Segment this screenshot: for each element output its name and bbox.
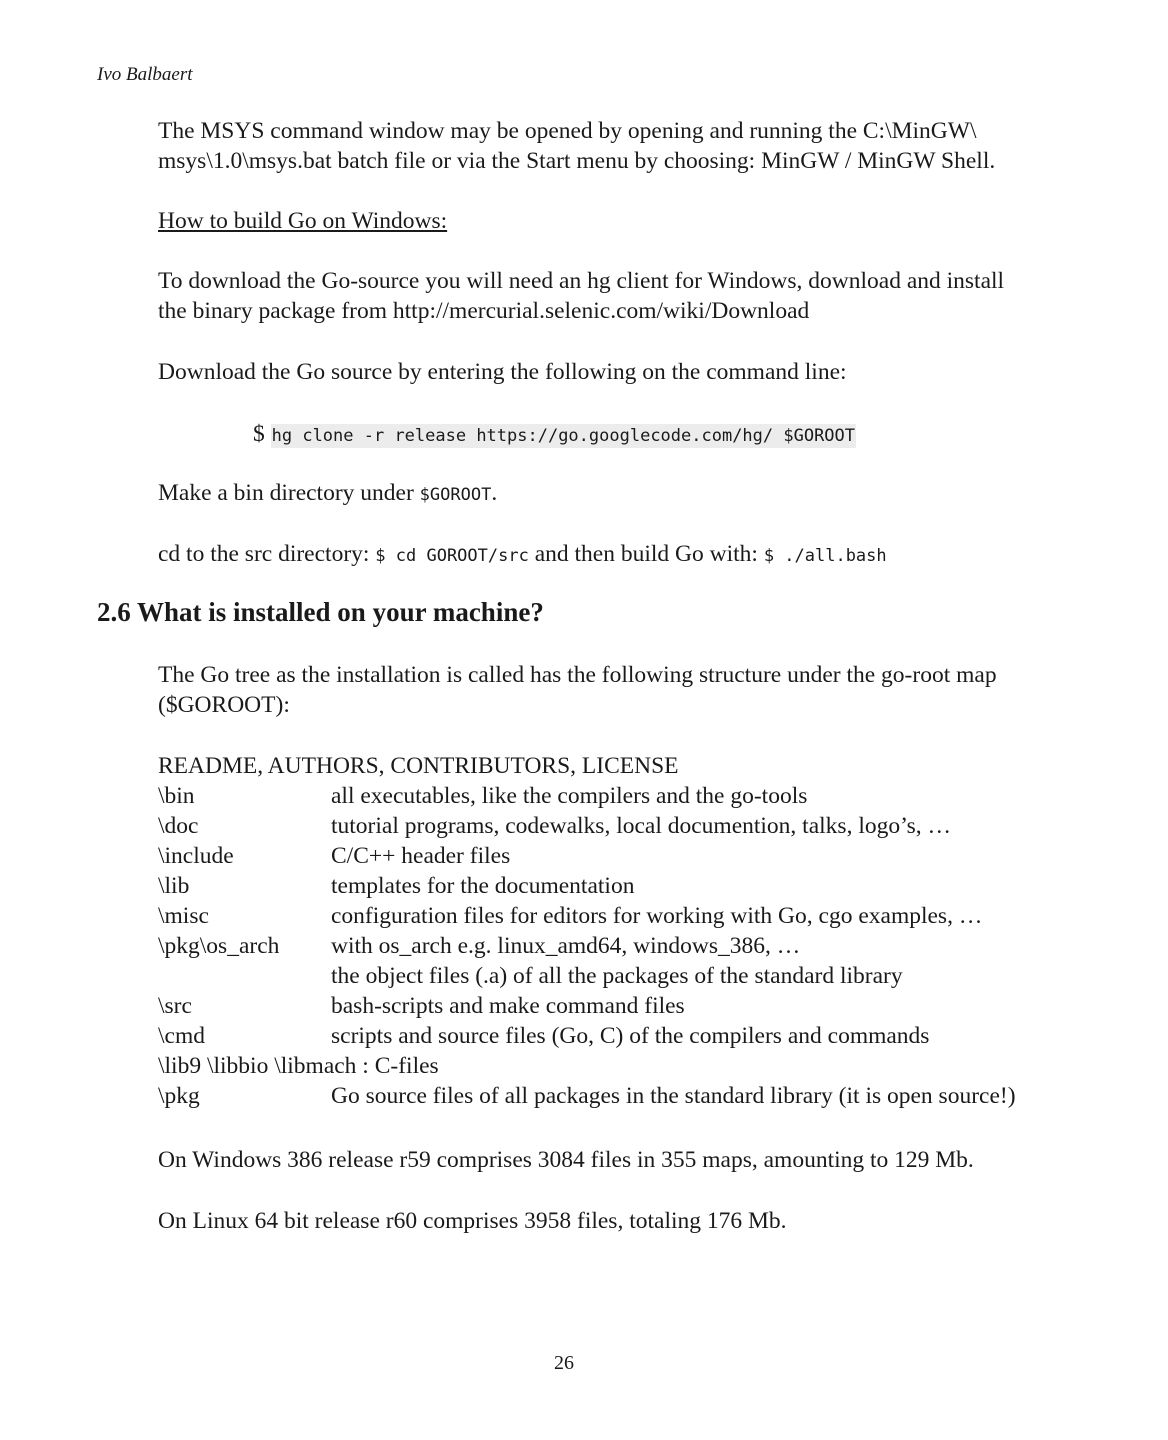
running-header: Ivo Balbaert bbox=[97, 64, 193, 85]
inline-code: $ ./all.bash bbox=[763, 546, 887, 566]
tree-value: all executables, like the compilers and the go-tools bbox=[331, 783, 808, 809]
directory-tree bbox=[158, 751, 1058, 1111]
tree-value: Go source files of all packages in the standard library (it is open source!) bbox=[331, 1083, 1016, 1109]
section-heading: 2.6 What is installed on your machine? bbox=[97, 597, 544, 627]
page-number: 26 bbox=[554, 1352, 574, 1374]
tree-value: tutorial programs, codewalks, local documention, talks, logo’s, … bbox=[331, 813, 952, 839]
paragraph-linux-stats: On Linux 64 bit release r60 comprises 3958 files, totaling 176 Mb. bbox=[158, 1208, 787, 1234]
paragraph-download: Download the Go source by entering the following on the command line: bbox=[158, 359, 847, 385]
tree-top: README, AUTHORS, CONTRIBUTORS, LICENSE bbox=[158, 753, 679, 779]
tree-value: configuration files for editors for working with Go, cgo examples, … bbox=[331, 903, 983, 929]
tree-key: \misc bbox=[158, 903, 209, 929]
tree-key: \src bbox=[158, 993, 192, 1019]
tree-key bbox=[158, 961, 331, 991]
paragraph-msys: The MSYS command window may be opened by opening and running the C:\MinGW\ msys\1.0\msys.bat batch file or via the Start menu by choosing: MinGW / MinGW Shell. bbox=[158, 118, 996, 174]
inline-code: $GOROOT bbox=[419, 485, 492, 505]
tree-row bbox=[158, 1081, 1058, 1111]
tree-row bbox=[158, 931, 1058, 961]
tree-value: C/C++ header files bbox=[331, 843, 511, 869]
text: Make a bin directory under bbox=[158, 480, 420, 506]
inline-code: $ cd GOROOT/src bbox=[375, 546, 529, 566]
tree-key: \cmd bbox=[158, 1023, 205, 1049]
tree-key: \include bbox=[158, 843, 234, 869]
tree-value: with os_arch e.g. linux_amd64, windows_386, … bbox=[331, 933, 801, 959]
tree-value: bash-scripts and make command files bbox=[331, 993, 685, 1019]
tree-row bbox=[158, 1021, 1058, 1051]
tree-key: \lib bbox=[158, 873, 190, 899]
tree-value: the object files (.a) of all the packages of the standard library bbox=[331, 963, 903, 989]
tree-row bbox=[158, 811, 1058, 841]
tree-key: \pkg\os_arch bbox=[158, 933, 280, 959]
tree-row bbox=[158, 841, 1058, 871]
subheading-build-windows: How to build Go on Windows: bbox=[158, 208, 448, 234]
text: cd to the src directory: bbox=[158, 541, 376, 567]
command-block bbox=[253, 419, 856, 451]
tree-row bbox=[158, 991, 1058, 1021]
code-hg-clone: hg clone -r release https://go.googlecode.com/hg/ $GOROOT bbox=[271, 426, 856, 446]
prompt: $ bbox=[253, 421, 265, 447]
text: . bbox=[491, 480, 498, 506]
tree-row bbox=[158, 901, 1058, 931]
tree-value: scripts and source files (Go, C) of the compilers and commands bbox=[331, 1023, 930, 1049]
paragraph-windows-stats: On Windows 386 release r59 comprises 3084 files in 355 maps, amounting to 129 Mb. bbox=[158, 1147, 974, 1173]
tree-row bbox=[158, 781, 1058, 811]
paragraph-go-tree: The Go tree as the installation is called has the following structure under the go-root map ($GOROOT): bbox=[158, 662, 997, 718]
tree-key: \bin bbox=[158, 783, 195, 809]
paragraph-bin-dir bbox=[158, 478, 1058, 510]
tree-key: \doc bbox=[158, 813, 199, 839]
paragraph-hg-client: To download the Go-source you will need an hg client for Windows, download and install the binary package from http://mercurial.selenic.com/wiki/Download bbox=[158, 268, 1005, 324]
tree-row bbox=[158, 961, 1058, 991]
tree-lib9: \lib9 \libbio \libmach : C-files bbox=[158, 1053, 439, 1079]
tree-value: templates for the documentation bbox=[331, 873, 635, 899]
tree-row bbox=[158, 871, 1058, 901]
tree-key: \pkg bbox=[158, 1083, 200, 1109]
text: and then build Go with: bbox=[528, 541, 764, 567]
paragraph-build bbox=[158, 539, 1058, 571]
